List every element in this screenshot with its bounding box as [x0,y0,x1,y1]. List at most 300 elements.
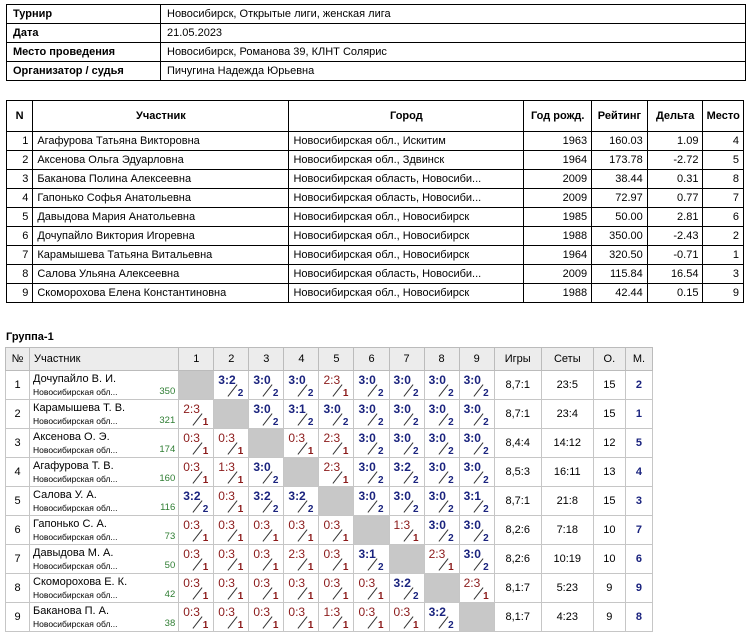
match-points: 2 [413,388,419,399]
match-cell [319,429,354,458]
participant-cell: Новосибирская обл., Новосибирск [289,208,524,227]
participant-cell: Дочупайло Виктория Игоревна [33,227,289,246]
player-points: 12 [593,429,625,458]
player-name-cell [30,458,179,487]
participants-header-cell: Город [289,101,524,132]
cross-header-row [6,348,653,371]
match-score: 3:0 [428,518,446,532]
match-score: 3:0 [393,402,411,416]
match-points: 1 [202,417,209,428]
match-cell [214,574,249,603]
diagonal-cell [284,458,319,487]
match-score: 1:3 [218,460,235,474]
match-cell [389,487,424,516]
match-score: 3:0 [463,547,481,561]
player-place: 4 [625,458,652,487]
participant-cell: 173.78 [592,151,648,170]
match-score: 0:3 [183,431,200,445]
match-cell [284,545,319,574]
match-points: 2 [342,417,349,428]
match-score: 0:3 [183,576,200,590]
match-points: 1 [342,475,349,486]
player-name-cell [30,487,179,516]
match-cell [214,429,249,458]
match-score: 3:0 [428,460,446,474]
participant-cell: 9 [7,284,33,303]
match-points: 1 [413,620,419,631]
match-points: 1 [342,591,349,602]
match-cell [424,516,459,545]
match-points: 2 [448,475,454,486]
match-score: 0:3 [393,605,411,619]
player-meta [33,531,175,543]
participants-header-cell: N [7,101,33,132]
participant-cell: 1963 [524,132,592,151]
player-points: 15 [593,371,625,400]
player-games: 8,5:3 [494,458,541,487]
player-games: 8,7:1 [494,400,541,429]
match-cell [389,371,424,400]
match-cell [424,545,459,574]
match-points: 2 [272,388,279,399]
match-points: 2 [377,475,384,486]
match-points: 1 [342,562,349,573]
match-points: 1 [237,446,244,457]
participant-cell: Новосибирская область, Новосиби... [289,189,524,208]
match-points: 1 [237,562,244,573]
player-points: 10 [593,516,625,545]
player-city: Новосибирская обл... [33,502,118,513]
player-sets: 5:23 [541,574,593,603]
match-score: 0:3 [183,605,200,619]
match-score: 1:3 [393,518,411,532]
diagonal-cell [179,371,214,400]
player-number: 2 [6,400,30,429]
match-cell [354,400,389,429]
match-cell [284,400,319,429]
player-meta [33,444,175,456]
info-value: Новосибирск, Романова 39, КЛНТ Солярис [161,43,746,62]
match-score: 3:0 [253,373,271,387]
match-points: 2 [483,475,489,486]
match-score: 0:3 [218,605,235,619]
player-games: 8,1:7 [494,603,541,632]
match-score: 0:3 [358,576,376,590]
participant-cell: 1964 [524,151,592,170]
match-points: 2 [307,504,314,515]
match-points: 2 [307,388,314,399]
player-games: 8,4:4 [494,429,541,458]
match-score: 3:0 [463,373,481,387]
participant-cell: Давыдова Мария Анатольевна [33,208,289,227]
match-cell [354,429,389,458]
match-points: 1 [237,533,244,544]
player-sets: 23:5 [541,371,593,400]
participants-header-cell: Рейтинг [592,101,648,132]
match-score: 3:0 [288,373,306,387]
match-score: 0:3 [218,518,235,532]
match-points: 1 [272,533,279,544]
match-cell [424,487,459,516]
match-cell [179,400,214,429]
match-score: 3:2 [393,576,411,590]
match-score: 2:3 [463,576,481,590]
match-score: 0:3 [183,547,200,561]
match-score: 2:3 [288,547,306,561]
player-points: 9 [593,603,625,632]
player-sets: 7:18 [541,516,593,545]
match-cell [389,400,424,429]
match-cell [354,371,389,400]
match-cell [249,458,284,487]
table-row [6,574,653,603]
player-games: 8,7:1 [494,487,541,516]
match-points: 2 [377,417,384,428]
participant-cell: 6 [7,227,33,246]
player-rating: 321 [159,414,176,426]
cross-header-col: 9 [459,348,494,371]
player-name: Салова У. А. [33,488,97,501]
match-cell [284,574,319,603]
table-row [6,603,653,632]
participant-cell: 42.44 [592,284,648,303]
match-cell [389,603,424,632]
match-cell [319,545,354,574]
match-points: 1 [202,533,209,544]
diagonal-cell [214,400,249,429]
match-cell [354,603,389,632]
participants-header-cell: Год рожд. [524,101,592,132]
match-cell [179,429,214,458]
match-cell [179,603,214,632]
diagonal-cell [424,574,459,603]
cross-header-col: 1 [179,348,214,371]
match-points: 1 [237,475,244,486]
player-sets: 23:4 [541,400,593,429]
match-cell [424,603,459,632]
participant-cell: Аксенова Ольга Эдуарловна [33,151,289,170]
player-city: Новосибирская обл... [33,473,118,484]
info-label: Дата [7,24,161,43]
match-cell [354,487,389,516]
match-score: 3:1 [288,402,306,416]
participant-cell: 2009 [524,189,592,208]
player-rating: 50 [164,559,176,571]
match-score: 3:0 [393,489,411,503]
match-points: 1 [307,591,314,602]
info-value: Пичугина Надежда Юрьевна [161,62,746,81]
participant-cell: Новосибирская область, Новосиби... [289,265,524,284]
match-points: 1 [377,620,384,631]
table-row [7,132,744,151]
match-points: 2 [448,446,454,457]
match-score: 3:0 [463,402,481,416]
player-number: 8 [6,574,30,603]
info-row [7,62,746,81]
participant-cell: -0.71 [647,246,703,265]
match-cell [319,458,354,487]
player-city: Новосибирская обл... [33,531,118,542]
match-points: 2 [377,562,384,573]
match-cell [214,545,249,574]
table-row [6,429,653,458]
match-cell [459,574,494,603]
player-city: Новосибирская обл... [33,444,118,455]
match-score: 3:0 [358,460,376,474]
participant-cell: Гапонько Софья Анатольевна [33,189,289,208]
match-score: 3:0 [463,518,481,532]
info-label: Турнир [7,5,161,24]
participant-cell: Новосибирская область, Новосиби... [289,170,524,189]
participant-cell: Агафурова Татьяна Викторовна [33,132,289,151]
cross-header-col: 4 [284,348,319,371]
participant-cell: 9 [703,284,744,303]
match-points: 1 [272,562,279,573]
player-city: Новосибирская обл... [33,415,118,426]
match-points: 1 [202,620,209,631]
match-points: 2 [448,504,454,515]
match-score: 0:3 [358,605,376,619]
player-meta [33,618,175,630]
match-score: 0:3 [288,431,306,445]
player-place: 9 [625,574,652,603]
match-cell [179,487,214,516]
match-cell [284,487,319,516]
match-cell [214,371,249,400]
player-name: Агафурова Т. В. [33,459,114,472]
participants-header-row [7,101,744,132]
info-label: Организатор / судья [7,62,161,81]
match-cell [249,603,284,632]
participant-cell: 1964 [524,246,592,265]
match-score: 0:3 [323,518,341,532]
match-score: 2:3 [323,373,341,387]
table-row [7,151,744,170]
match-score: 3:2 [218,373,236,387]
match-points: 1 [448,562,454,573]
match-cell [459,371,494,400]
participant-cell: Баканова Полина Алексеевна [33,170,289,189]
player-games: 8,7:1 [494,371,541,400]
player-number: 6 [6,516,30,545]
match-score: 2:3 [323,431,341,445]
match-points: 2 [483,388,489,399]
player-sets: 4:23 [541,603,593,632]
table-row [6,458,653,487]
participant-cell: Карамышева Татьяна Витальевна [33,246,289,265]
match-score: 3:0 [358,373,376,387]
participant-cell: -2.72 [647,151,703,170]
participant-cell: 16.54 [647,265,703,284]
match-points: 2 [413,504,419,515]
match-points: 1 [377,591,384,602]
player-rating: 174 [159,443,176,455]
table-row [6,487,653,516]
match-score: 3:2 [288,489,306,503]
info-row [7,24,746,43]
participant-cell: Новосибирская обл., Новосибирск [289,227,524,246]
player-sets: 14:12 [541,429,593,458]
diagonal-cell [389,545,424,574]
participant-cell: 7 [703,189,744,208]
player-name: Скоморохова Е. К. [33,575,128,588]
match-score: 2:3 [183,402,200,416]
participant-cell: Новосибирская обл., Новосибирск [289,284,524,303]
match-points: 2 [272,504,279,515]
match-points: 1 [202,591,209,602]
table-row [7,170,744,189]
cross-header-games: Игры [494,348,541,371]
match-points: 1 [237,591,244,602]
match-cell [214,458,249,487]
participant-cell: 2 [7,151,33,170]
match-points: 2 [483,504,489,515]
table-row [7,284,744,303]
match-score: 1:3 [323,605,341,619]
participant-cell: 50.00 [592,208,648,227]
participant-cell: 2 [703,227,744,246]
player-name: Дочупайло В. И. [33,372,117,385]
match-cell [389,574,424,603]
match-score: 0:3 [323,576,341,590]
participant-cell: 2009 [524,170,592,189]
match-cell [249,400,284,429]
participant-cell: 1 [7,132,33,151]
cross-header-sets: Сеты [541,348,593,371]
match-points: 2 [483,446,489,457]
match-score: 3:0 [428,489,446,503]
player-name-cell [30,429,179,458]
participant-cell: 0.77 [647,189,703,208]
match-score: 3:0 [463,431,481,445]
player-meta [33,415,175,427]
cross-header-col: 2 [214,348,249,371]
player-name-cell [30,516,179,545]
info-label: Место проведения [7,43,161,62]
match-points: 1 [202,446,209,457]
match-cell [319,400,354,429]
match-points: 1 [307,533,314,544]
player-meta [33,386,175,398]
match-score: 0:3 [218,489,235,503]
match-cell [179,545,214,574]
match-points: 1 [483,591,489,602]
cross-header-num: № [6,348,30,371]
participant-cell: Салова Ульяна Алексеевна [33,265,289,284]
participant-cell: 6 [703,208,744,227]
participant-cell: -2.43 [647,227,703,246]
player-name-cell [30,545,179,574]
match-points: 2 [272,417,279,428]
player-meta [33,560,175,572]
match-points: 2 [448,388,454,399]
match-cell [354,574,389,603]
match-points: 1 [342,446,349,457]
match-score: 0:3 [253,576,271,590]
participant-cell: Новосибирская обл., Новосибирск [289,246,524,265]
player-name: Баканова П. А. [33,604,110,617]
match-points: 2 [448,417,454,428]
participants-table [6,100,744,303]
match-points: 1 [202,562,209,573]
player-games: 8,2:6 [494,516,541,545]
participant-cell: 3 [703,265,744,284]
player-name-cell [30,574,179,603]
table-row [7,265,744,284]
participant-cell: 3 [7,170,33,189]
match-cell [319,371,354,400]
match-cell [424,371,459,400]
player-place: 6 [625,545,652,574]
player-name: Аксенова О. Э. [33,430,110,443]
match-score: 3:0 [253,402,271,416]
match-score: 3:0 [463,460,481,474]
match-points: 2 [413,417,419,428]
participant-cell: 38.44 [592,170,648,189]
info-row [7,43,746,62]
participant-cell: 4 [703,132,744,151]
participant-cell: 1988 [524,284,592,303]
match-points: 1 [202,475,209,486]
match-cell [319,574,354,603]
match-cell [249,545,284,574]
participant-cell: Новосибирская обл., Искитим [289,132,524,151]
cross-header-col: 3 [249,348,284,371]
player-rating: 42 [164,588,176,600]
match-cell [284,371,319,400]
match-points: 2 [448,533,454,544]
cross-header-name: Участник [30,348,179,371]
table-row [7,189,744,208]
match-score: 0:3 [288,605,306,619]
info-row [7,5,746,24]
player-number: 7 [6,545,30,574]
participant-cell: 115.84 [592,265,648,284]
match-score: 3:0 [393,431,411,445]
player-sets: 21:8 [541,487,593,516]
table-row [6,545,653,574]
player-number: 3 [6,429,30,458]
participant-cell: 2.81 [647,208,703,227]
player-points: 15 [593,487,625,516]
participants-header-cell: Дельта [647,101,703,132]
match-points: 2 [413,591,419,602]
match-cell [214,487,249,516]
participant-cell: 0.15 [647,284,703,303]
match-cell [459,516,494,545]
match-cell [214,516,249,545]
match-cell [179,574,214,603]
match-points: 1 [342,620,349,631]
match-score: 0:3 [288,576,306,590]
participant-cell: 5 [7,208,33,227]
player-rating: 350 [159,385,176,397]
match-points: 1 [413,533,419,544]
match-cell [179,458,214,487]
match-points: 1 [342,388,349,399]
match-score: 3:2 [428,605,446,619]
match-score: 0:3 [218,431,235,445]
participant-cell: 8 [7,265,33,284]
match-score: 0:3 [288,518,306,532]
player-city: Новосибирская обл... [33,618,118,629]
match-score: 3:0 [358,489,376,503]
player-place: 5 [625,429,652,458]
match-score: 3:2 [183,489,201,503]
match-score: 3:0 [428,431,446,445]
cross-header-place: М. [625,348,652,371]
match-cell [424,400,459,429]
